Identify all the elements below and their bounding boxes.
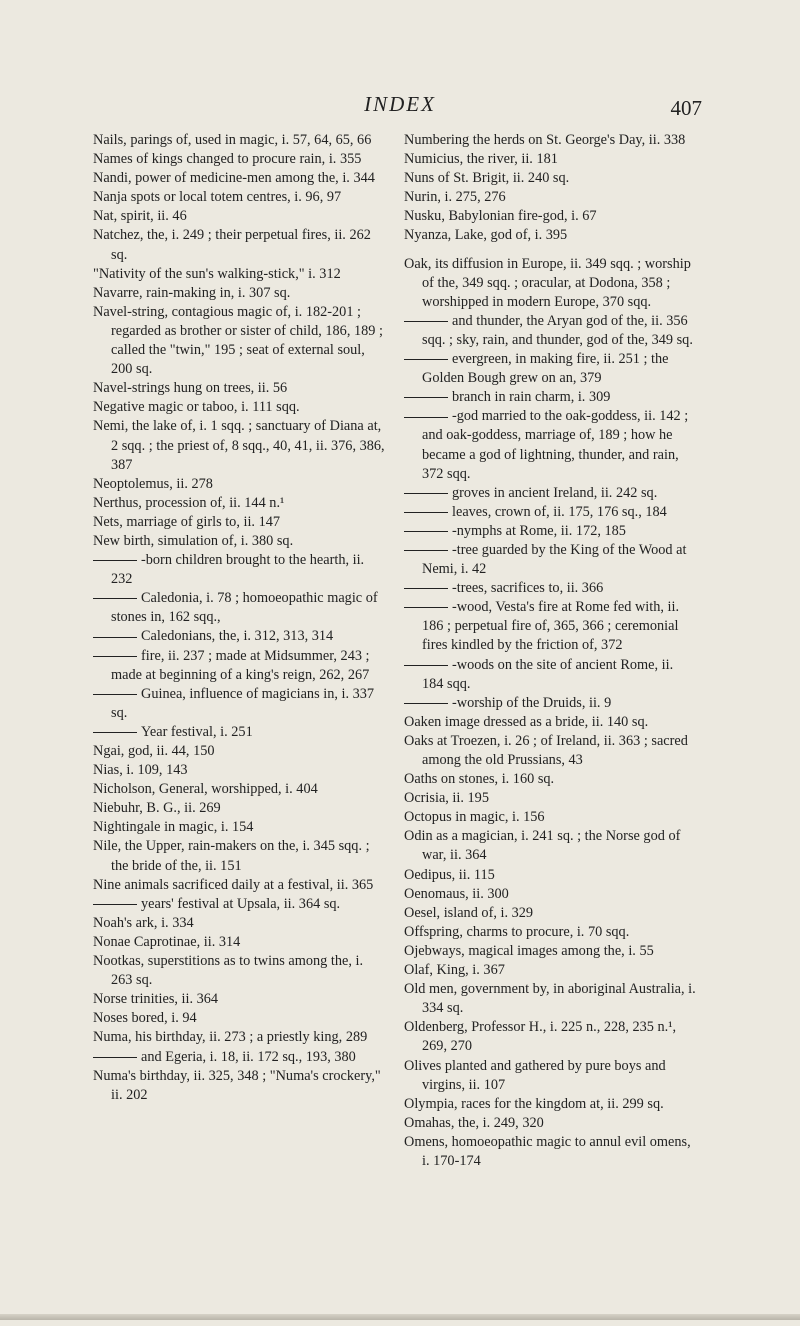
index-entry: Olaf, King, i. 367 (404, 962, 505, 979)
index-subentry: evergreen, in making fire, ii. 251 ; the Golden Bough grew on an, 379 (404, 350, 696, 388)
index-subentry: years' festival at Upsala, ii. 364 sq. (93, 895, 385, 914)
index-subentry: -trees, sacrifices to, ii. 366 (404, 579, 696, 598)
index-entry: Nightingale in magic, i. 154 (93, 819, 254, 836)
index-entry: Negative magic or taboo, i. 111 sqq. (93, 399, 300, 416)
index-subentry: groves in ancient Ireland, ii. 242 sq. (404, 484, 696, 503)
index-subentry: Guinea, influence of magicians in, i. 337 sq. (93, 685, 385, 723)
index-entry: Names of kings changed to procure rain, i. 355 (93, 151, 362, 168)
index-entry: Norse trinities, ii. 364 (93, 991, 219, 1008)
index-entry: Noses bored, i. 94 (93, 1010, 197, 1027)
index-entry: Nurin, i. 275, 276 (404, 189, 506, 206)
index-entry: Ocrisia, ii. 195 (404, 790, 489, 807)
page-bottom-edge (0, 1314, 800, 1320)
index-subentry: branch in rain charm, i. 309 (404, 388, 696, 407)
index-entry: Oaks at Troezen, i. 26 ; of Ireland, ii. 363 ; sacred among the old Prussians, 43 (404, 732, 688, 768)
index-entry: Nails, parings of, used in magic, i. 57, 64, 65, 66 (93, 132, 372, 148)
index-entry: Nicholson, General, worshipped, i. 404 (93, 781, 318, 798)
index-entry: Nias, i. 109, 143 (93, 762, 188, 779)
index-entry: Navel-strings hung on trees, ii. 56 (93, 380, 288, 397)
index-entry: Nile, the Upper, rain-makers on the, i. 345 sqq. ; the bride of the, ii. 151 (93, 838, 370, 874)
index-subentry: -tree guarded by the King of the Wood at Nemi, i. 42 (404, 541, 696, 579)
index-entry: Octopus in magic, i. 156 (404, 809, 545, 826)
index-subentry: Year festival, i. 251 (93, 723, 385, 742)
index-entry: Oesel, island of, i. 329 (404, 904, 534, 921)
index-entry: Numa, his birthday, ii. 273 ; a priestly king, 289 (93, 1029, 368, 1046)
index-subentry: -god married to the oak-goddess, ii. 142 ; and oak-goddess, marriage of, 189 ; how he became a god of lightning, thunder, and rain, 372 sqq. (404, 407, 696, 483)
page-number: 407 (670, 96, 702, 120)
index-entry: Nandi, power of medicine-men among the, i. 344 (93, 170, 375, 187)
index-entry: Navel-string, contagious magic of, i. 182-201 ; regarded as brother or sister of child, 186, 189 ; called the "twin," 195 ; seat of external soul, 200 sq. (93, 303, 383, 378)
index-subentry: -nymphs at Rome, ii. 172, 185 (404, 522, 696, 541)
index-entry: Oaths on stones, i. 160 sq. (404, 771, 555, 788)
index-entry: Nets, marriage of girls to, ii. 147 (93, 513, 281, 530)
index-subentry: -worship of the Druids, ii. 9 (404, 694, 696, 713)
index-entry: Odin as a magician, i. 241 sq. ; the Norse god of war, ii. 364 (404, 828, 681, 864)
index-entry: Nemi, the lake of, i. 1 sqq. ; sanctuary of Diana at, 2 sqq. ; the priest of, 8 sqq., 40, 41, ii. 376, 386, 387 (93, 418, 385, 473)
index-entry: Oaken image dressed as a bride, ii. 140 sq. (404, 713, 649, 730)
index-entry: Olympia, races for the kingdom at, ii. 299 sq. (404, 1095, 664, 1112)
index-entry: New birth, simulation of, i. 380 sq. (93, 532, 294, 549)
index-column-left (93, 131, 385, 1105)
index-entry: Oedipus, ii. 115 (404, 866, 495, 883)
index-entry: Numicius, the river, ii. 181 (404, 151, 558, 168)
index-subentry: fire, ii. 237 ; made at Midsummer, 243 ; made at beginning of a king's reign, 262, 267 (93, 647, 385, 685)
index-entry: Ngai, god, ii. 44, 150 (93, 743, 215, 759)
index-entry: Oldenberg, Professor H., i. 225 n., 228, 235 n.¹, 269, 270 (404, 1019, 677, 1055)
index-entry: Offspring, charms to procure, i. 70 sqq. (404, 923, 630, 940)
index-entry: Noah's ark, i. 334 (93, 914, 194, 931)
index-entry: Numbering the herds on St. George's Day, ii. 338 (404, 132, 686, 148)
index-subentry: leaves, crown of, ii. 175, 176 sq., 184 (404, 503, 696, 522)
index-entry: Nat, spirit, ii. 46 (93, 208, 187, 225)
running-head: INDEX (364, 92, 436, 116)
index-entry: Omahas, the, i. 249, 320 (404, 1114, 544, 1131)
index-entry: Nusku, Babylonian fire-god, i. 67 (404, 208, 597, 225)
index-entry: Neoptolemus, ii. 278 (93, 475, 213, 492)
index-entry: Oenomaus, ii. 300 (404, 885, 509, 902)
index-subentry: -born children brought to the hearth, ii. 232 (93, 551, 385, 589)
index-column-right (404, 131, 696, 1171)
index-entry: Niebuhr, B. G., ii. 269 (93, 800, 221, 817)
index-entry: Nerthus, procession of, ii. 144 n.¹ (93, 494, 285, 511)
index-subentry: and Egeria, i. 18, ii. 172 sq., 193, 380 (93, 1048, 385, 1067)
index-entry: Nanja spots or local totem centres, i. 96, 97 (93, 189, 342, 206)
index-entry: Ojebways, magical images among the, i. 55 (404, 942, 654, 959)
index-entry: Nine animals sacrificed daily at a festival, ii. 365 (93, 876, 374, 893)
index-entry: Natchez, the, i. 249 ; their perpetual fires, ii. 262 sq. (93, 227, 371, 263)
index-entry: "Nativity of the sun's walking-stick," i. 312 (93, 265, 341, 282)
index-entry: Navarre, rain-making in, i. 307 sq. (93, 284, 291, 301)
index-entry: Olives planted and gathered by pure boys and virgins, ii. 107 (404, 1057, 666, 1093)
index-subentry: -woods on the site of ancient Rome, ii. 184 sqq. (404, 656, 696, 694)
index-entry: Nuns of St. Brigit, ii. 240 sq. (404, 170, 570, 187)
index-subentry: Caledonia, i. 78 ; homoeopathic magic of stones in, 162 sqq., (93, 589, 385, 627)
index-entry: Omens, homoeopathic magic to annul evil omens, i. 170-174 (404, 1133, 691, 1169)
index-entry: Nyanza, Lake, god of, i. 395 (404, 227, 568, 244)
index-subentry: Caledonians, the, i. 312, 313, 314 (93, 627, 385, 646)
index-subentry: -wood, Vesta's fire at Rome fed with, ii. 186 ; perpetual fire of, 365, 366 ; ceremonial fires kindled by the friction of, 372 (404, 598, 696, 655)
index-entry: Numa's birthday, ii. 325, 348 ; "Numa's crockery," ii. 202 (93, 1067, 381, 1103)
index-entry: Old men, government by, in aboriginal Australia, i. 334 sq. (404, 981, 696, 1017)
index-entry: Nonae Caprotinae, ii. 314 (93, 933, 241, 950)
index-entry: Oak, its diffusion in Europe, ii. 349 sqq. ; worship of the, 349 sqq. ; oracular, at Dodona, 358 ; worshipped in modern Europe, 370 sqq. (404, 255, 691, 310)
index-entry: Nootkas, superstitions as to twins among the, i. 263 sq. (93, 953, 364, 989)
index-subentry: and thunder, the Aryan god of the, ii. 356 sqq. ; sky, rain, and thunder, god of the, 349 sq. (404, 312, 696, 350)
